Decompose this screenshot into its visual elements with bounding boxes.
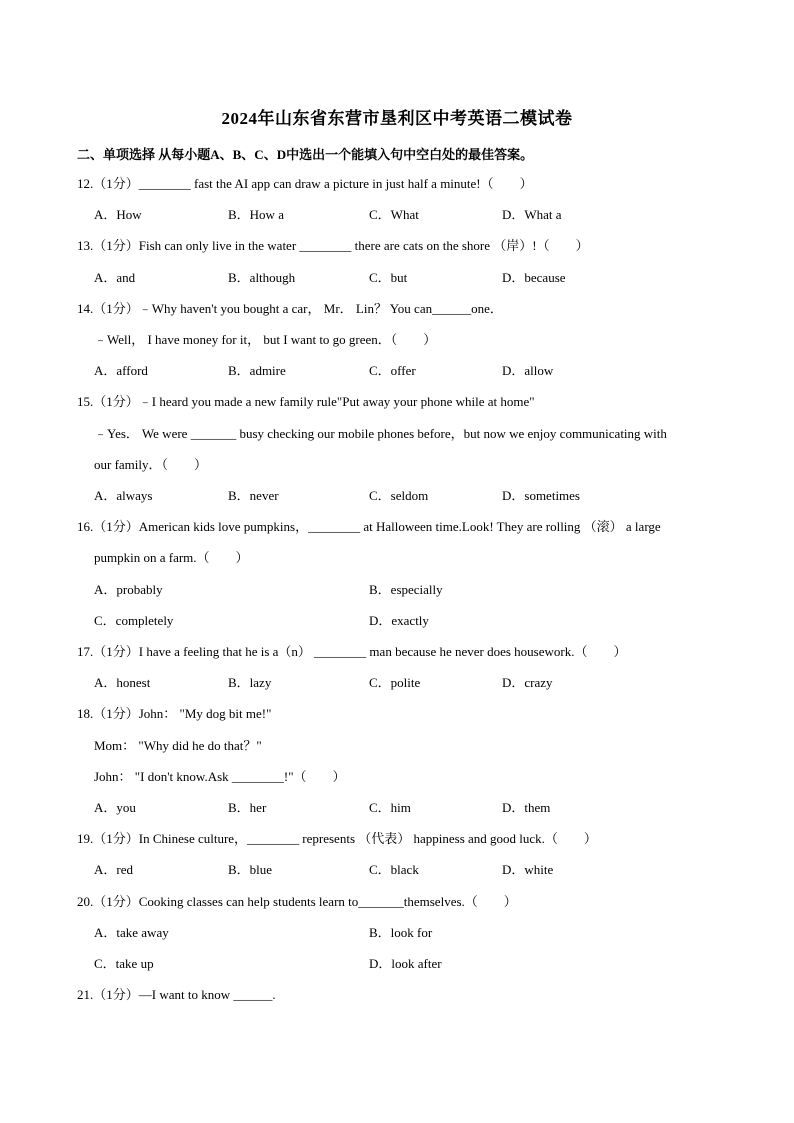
option-d: D．because [502, 270, 566, 285]
option-b: B．look for [369, 925, 433, 940]
option-d: D．allow [502, 363, 554, 378]
question-18-continuation: John： "I don't know.Ask ________!"（ ） [94, 769, 346, 784]
question-15-continuation: ﹣Yes． We were _______ busy checking our mobile phones before，but now we enjoy communicating with [94, 426, 667, 441]
option-a: A．probably [94, 582, 163, 597]
question-19: 19.（1分）In Chinese culture，________ represents （代表） happiness and good luck.（ ） [77, 831, 597, 846]
question-14-continuation: ﹣Well， I have money for it， but I want to go green．（ ） [94, 332, 437, 347]
option-a: A．honest [94, 675, 151, 690]
option-b: B．lazy [228, 675, 272, 690]
option-b: B．although [228, 270, 296, 285]
option-c: C．What [369, 207, 419, 222]
page-title: 2024年山东省东营市垦利区中考英语二模试卷 [221, 109, 573, 128]
option-b: B．admire [228, 363, 286, 378]
option-c: C．take up [94, 956, 154, 971]
option-b: B．her [228, 800, 267, 815]
question-18-continuation: Mom： "Why did he do that？" [94, 738, 262, 753]
option-d: D．What a [502, 207, 562, 222]
option-b: B．never [228, 488, 279, 503]
option-a: A．red [94, 862, 133, 877]
question-12: 12.（1分）________ fast the AI app can draw a picture in just half a minute!（ ） [77, 176, 533, 191]
question-16-continuation: pumpkin on a farm.（ ） [94, 550, 249, 565]
option-d: D．white [502, 862, 554, 877]
question-13: 13.（1分）Fish can only live in the water ________ there are cats on the shore （岸）!（ ） [77, 238, 589, 253]
question-20: 20.（1分）Cooking classes can help students learn to_______themselves.（ ） [77, 894, 517, 909]
option-c: C．black [369, 862, 419, 877]
option-b: B．blue [228, 862, 273, 877]
option-c: C．seldom [369, 488, 429, 503]
option-c: C．offer [369, 363, 416, 378]
option-d: D．them [502, 800, 551, 815]
option-d: D．exactly [369, 613, 429, 628]
option-d: D．sometimes [502, 488, 580, 503]
option-d: D．look after [369, 956, 442, 971]
option-b: B．How a [228, 207, 284, 222]
question-15-continuation: our family．（ ） [94, 457, 208, 472]
option-c: C．polite [369, 675, 421, 690]
option-c: C．completely [94, 613, 174, 628]
section-heading: 二、单项选择 从每小题A、B、C、D中选出一个能填入句中空白处的最佳答案。 [77, 147, 534, 162]
option-a: A．always [94, 488, 153, 503]
option-a: A．and [94, 270, 136, 285]
option-c: C．him [369, 800, 411, 815]
question-17: 17.（1分）I have a feeling that he is a（n） ________ man because he never does housework.（ ） [77, 644, 627, 659]
question-14: 14.（1分）﹣Why haven't you bought a car， Mr． Lin？ You can______one． [77, 301, 503, 316]
question-16: 16.（1分）American kids love pumpkins，________ at Halloween time.Look! They are rolling （滚） a large [77, 519, 661, 534]
option-a: A．afford [94, 363, 148, 378]
option-a: A．How [94, 207, 142, 222]
option-a: A．you [94, 800, 136, 815]
option-d: D．crazy [502, 675, 553, 690]
question-21: 21.（1分）—I want to know ______. [77, 987, 276, 1002]
option-c: C．but [369, 270, 408, 285]
question-15: 15.（1分）﹣I heard you made a new family rule"Put away your phone while at home" [77, 394, 535, 409]
option-b: B．especially [369, 582, 443, 597]
option-a: A．take away [94, 925, 169, 940]
question-18: 18.（1分）John： "My dog bit me!" [77, 706, 272, 721]
